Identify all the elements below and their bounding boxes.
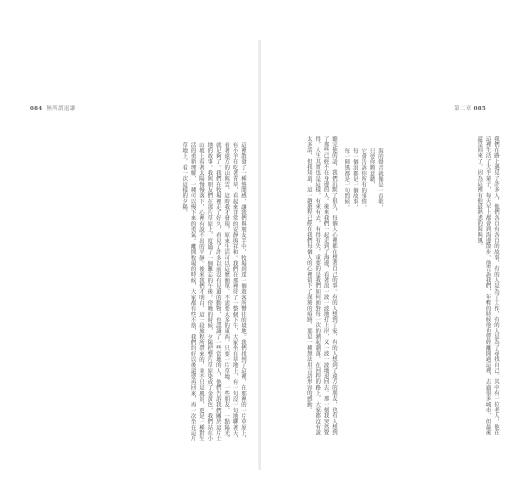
right-page-quote: 海的聲音就像是一首歌， 只要你願意聽， 它會告訴你所有的事情。 每一個浪都是一個故事， 每一陣風都是一句問候。 (343, 148, 383, 211)
left-page-header (30, 104, 75, 112)
left-page-body-text: 這裡散發了一種悠閒感，讓我們與朋友手中，牧場到達一個遊客所嚮往的境地。我們找到了這裡，在那裡的一片草原上，有小羊在吃著青草，看起來非常的安靜與祥和。我們在那裡待了一整個下午，大家坐在草地上，有一句沒一句地聊著天，看著遠方的山與雲。這時我才發現，原來生活可以這麼簡單，不需要太多的東西，只要一片草地、一些朋友、一點陽光，就足夠了。我們在牧場裡走了好久，看見了許多以前沒有見過的動物，也認識了一些當地的人，他們告訴我們關於這片土地的故事。我與朋友們在那片草原上，度過了一個難忘的午後。傍晚的時候，夕陽把整片草原染成了金黃色，我們站在小山坡上看著太陽慢慢落下，心裡有說不出的平靜。後來我們才明白，這一段旅程所帶來的，並不只是風景，更是一種對生活的重新理解，一種可以慢下來的勇氣。離開牧場的時候，大家都有些不捨，我們約好以後還要再回來，再一次坐在這片草地上，看一次這樣的夕陽。 (181, 142, 246, 442)
left-page (0, 0, 259, 500)
right-page-header (454, 104, 490, 112)
left-page-number: 084 (30, 106, 43, 112)
right-page-body-text-bottom: 聽完他的話，我們沉默了很久，每個人心裡都在想著自己的事。有的人想到了家，有的人想到了遠方的朋友，也有人想到了那些已經不在身邊的人。後來我們一起走到了海邊，看著浪一波一波地打上岸，又一波一波地退回去。那一刻我突然覺得，人生其實也是這樣，有來有去，有得有失，重要的是我們如何面對每一次的潮起潮落。在回程的路上，大家都沒有說太多話，但我知道，這一趟旅程已經在我們每個人的心裡留下了深刻的痕跡，那是一種無法用言語形容的感動。 (305, 136, 337, 436)
right-page-running-title: 第二章 (454, 106, 472, 112)
left-page-running-title: 無所謂退讓 (46, 106, 76, 112)
right-page-body-text-top: 我們在路上遇見了許多人，他們各自有各自的故事，有的人是為了工作，有的人是為了尋找自己。其中有一位老人，他在這裡生活了大半輩子，每天早上都會到海邊散步。他告訴我們，年輕的時候他也曾經離開過這裡，去過很多城市，但最後還是回來了，因為這裡有他最熟悉的海與風。 (476, 136, 499, 436)
right-page-number: 085 (473, 106, 486, 112)
